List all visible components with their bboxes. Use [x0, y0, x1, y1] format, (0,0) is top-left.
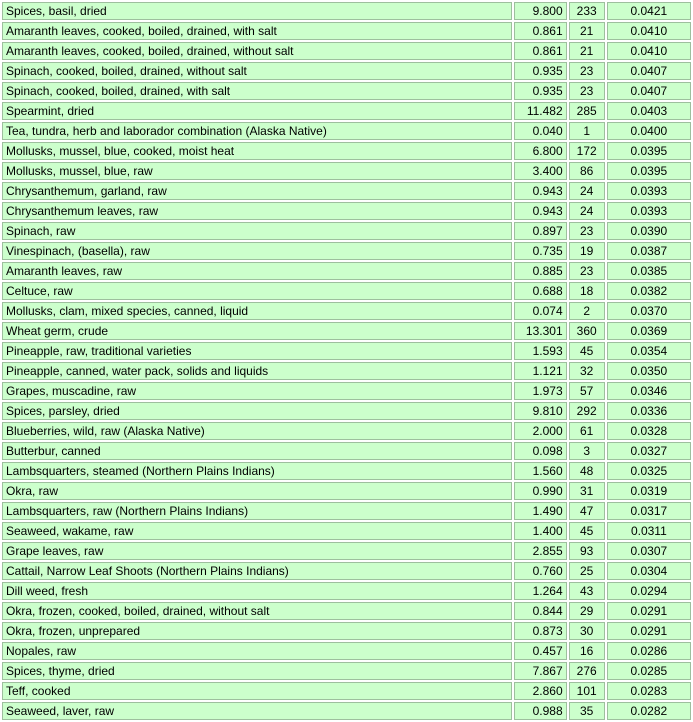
table-row — [2, 202, 691, 220]
calories-cell: 24 — [569, 182, 605, 200]
food-name-cell: Spices, thyme, dried — [2, 662, 512, 680]
food-name-cell: Butterbur, canned — [2, 442, 512, 460]
table-row — [2, 62, 691, 80]
calories-cell: 285 — [569, 102, 605, 120]
calories-cell: 16 — [569, 642, 605, 660]
food-name-cell: Nopales, raw — [2, 642, 512, 660]
ratio-cell: 0.0285 — [607, 662, 691, 680]
calories-cell: 45 — [569, 342, 605, 360]
food-name-cell: Okra, raw — [2, 482, 512, 500]
table-row — [2, 542, 691, 560]
value-cell: 1.560 — [514, 462, 566, 480]
ratio-cell: 0.0390 — [607, 222, 691, 240]
food-name-cell: Wheat germ, crude — [2, 322, 512, 340]
table-row — [2, 42, 691, 60]
calories-cell: 93 — [569, 542, 605, 560]
food-name-cell: Spinach, cooked, boiled, drained, without salt — [2, 62, 512, 80]
ratio-cell: 0.0336 — [607, 402, 691, 420]
value-cell: 13.301 — [514, 322, 566, 340]
value-cell: 1.973 — [514, 382, 566, 400]
value-cell: 0.885 — [514, 262, 566, 280]
value-cell: 2.860 — [514, 682, 566, 700]
table-row — [2, 562, 691, 580]
food-name-cell: Spices, parsley, dried — [2, 402, 512, 420]
table-row — [2, 642, 691, 660]
ratio-cell: 0.0395 — [607, 142, 691, 160]
value-cell: 0.873 — [514, 622, 566, 640]
ratio-cell: 0.0294 — [607, 582, 691, 600]
calories-cell: 18 — [569, 282, 605, 300]
ratio-cell: 0.0400 — [607, 122, 691, 140]
calories-cell: 2 — [569, 302, 605, 320]
calories-cell: 25 — [569, 562, 605, 580]
food-name-cell: Vinespinach, (basella), raw — [2, 242, 512, 260]
ratio-cell: 0.0407 — [607, 62, 691, 80]
table-row — [2, 2, 691, 20]
calories-cell: 86 — [569, 162, 605, 180]
table-row — [2, 682, 691, 700]
calories-cell: 23 — [569, 262, 605, 280]
calories-cell: 61 — [569, 422, 605, 440]
value-cell: 0.688 — [514, 282, 566, 300]
calories-cell: 48 — [569, 462, 605, 480]
calories-cell: 43 — [569, 582, 605, 600]
value-cell: 0.040 — [514, 122, 566, 140]
food-name-cell: Spices, basil, dried — [2, 2, 512, 20]
table-body — [2, 2, 691, 720]
value-cell: 1.264 — [514, 582, 566, 600]
table-row — [2, 182, 691, 200]
value-cell: 0.990 — [514, 482, 566, 500]
value-cell: 1.121 — [514, 362, 566, 380]
value-cell: 0.457 — [514, 642, 566, 660]
food-name-cell: Seaweed, laver, raw — [2, 702, 512, 720]
value-cell: 0.844 — [514, 602, 566, 620]
ratio-cell: 0.0421 — [607, 2, 691, 20]
ratio-cell: 0.0410 — [607, 22, 691, 40]
table-row — [2, 522, 691, 540]
ratio-cell: 0.0327 — [607, 442, 691, 460]
value-cell: 1.400 — [514, 522, 566, 540]
calories-cell: 57 — [569, 382, 605, 400]
food-name-cell: Amaranth leaves, raw — [2, 262, 512, 280]
food-name-cell: Pineapple, raw, traditional varieties — [2, 342, 512, 360]
ratio-cell: 0.0283 — [607, 682, 691, 700]
ratio-cell: 0.0370 — [607, 302, 691, 320]
value-cell: 0.897 — [514, 222, 566, 240]
calories-cell: 19 — [569, 242, 605, 260]
value-cell: 1.490 — [514, 502, 566, 520]
food-name-cell: Mollusks, mussel, blue, cooked, moist heat — [2, 142, 512, 160]
ratio-cell: 0.0311 — [607, 522, 691, 540]
value-cell: 0.074 — [514, 302, 566, 320]
ratio-cell: 0.0350 — [607, 362, 691, 380]
ratio-cell: 0.0410 — [607, 42, 691, 60]
table-row — [2, 362, 691, 380]
table-row — [2, 342, 691, 360]
ratio-cell: 0.0403 — [607, 102, 691, 120]
table-row — [2, 322, 691, 340]
calories-cell: 29 — [569, 602, 605, 620]
food-name-cell: Spinach, cooked, boiled, drained, with salt — [2, 82, 512, 100]
value-cell: 0.760 — [514, 562, 566, 580]
value-cell: 0.935 — [514, 62, 566, 80]
table-row — [2, 582, 691, 600]
ratio-cell: 0.0325 — [607, 462, 691, 480]
food-name-cell: Lambsquarters, steamed (Northern Plains Indians) — [2, 462, 512, 480]
calories-cell: 30 — [569, 622, 605, 640]
value-cell: 2.855 — [514, 542, 566, 560]
table-row — [2, 402, 691, 420]
ratio-cell: 0.0382 — [607, 282, 691, 300]
food-name-cell: Chrysanthemum leaves, raw — [2, 202, 512, 220]
table-row — [2, 502, 691, 520]
value-cell: 0.935 — [514, 82, 566, 100]
table-row — [2, 102, 691, 120]
food-name-cell: Celtuce, raw — [2, 282, 512, 300]
ratio-cell: 0.0291 — [607, 622, 691, 640]
calories-cell: 35 — [569, 702, 605, 720]
ratio-cell: 0.0393 — [607, 202, 691, 220]
value-cell: 11.482 — [514, 102, 566, 120]
food-name-cell: Tea, tundra, herb and laborador combination (Alaska Native) — [2, 122, 512, 140]
food-name-cell: Spearmint, dried — [2, 102, 512, 120]
ratio-cell: 0.0304 — [607, 562, 691, 580]
ratio-cell: 0.0317 — [607, 502, 691, 520]
calories-cell: 21 — [569, 42, 605, 60]
ratio-cell: 0.0319 — [607, 482, 691, 500]
food-name-cell: Dill weed, fresh — [2, 582, 512, 600]
calories-cell: 292 — [569, 402, 605, 420]
table-row — [2, 302, 691, 320]
food-name-cell: Mollusks, clam, mixed species, canned, liquid — [2, 302, 512, 320]
food-name-cell: Spinach, raw — [2, 222, 512, 240]
food-name-cell: Pineapple, canned, water pack, solids and liquids — [2, 362, 512, 380]
value-cell: 7.867 — [514, 662, 566, 680]
calories-cell: 24 — [569, 202, 605, 220]
food-name-cell: Lambsquarters, raw (Northern Plains Indians) — [2, 502, 512, 520]
food-name-cell: Mollusks, mussel, blue, raw — [2, 162, 512, 180]
table-row — [2, 382, 691, 400]
food-name-cell: Okra, frozen, unprepared — [2, 622, 512, 640]
table-row — [2, 82, 691, 100]
table-row — [2, 622, 691, 640]
calories-cell: 47 — [569, 502, 605, 520]
calories-cell: 233 — [569, 2, 605, 20]
calories-cell: 101 — [569, 682, 605, 700]
table-row — [2, 602, 691, 620]
calories-cell: 23 — [569, 222, 605, 240]
calories-cell: 45 — [569, 522, 605, 540]
ratio-cell: 0.0369 — [607, 322, 691, 340]
food-name-cell: Blueberries, wild, raw (Alaska Native) — [2, 422, 512, 440]
food-name-cell: Okra, frozen, cooked, boiled, drained, without salt — [2, 602, 512, 620]
calories-cell: 21 — [569, 22, 605, 40]
value-cell: 2.000 — [514, 422, 566, 440]
value-cell: 9.800 — [514, 2, 566, 20]
value-cell: 0.861 — [514, 42, 566, 60]
calories-cell: 172 — [569, 142, 605, 160]
table-row — [2, 422, 691, 440]
ratio-cell: 0.0346 — [607, 382, 691, 400]
table-row — [2, 142, 691, 160]
ratio-cell: 0.0291 — [607, 602, 691, 620]
calories-cell: 276 — [569, 662, 605, 680]
calories-cell: 32 — [569, 362, 605, 380]
food-name-cell: Amaranth leaves, cooked, boiled, drained, with salt — [2, 22, 512, 40]
value-cell: 0.943 — [514, 182, 566, 200]
table-row — [2, 122, 691, 140]
calories-cell: 3 — [569, 442, 605, 460]
food-name-cell: Cattail, Narrow Leaf Shoots (Northern Plains Indians) — [2, 562, 512, 580]
ratio-cell: 0.0286 — [607, 642, 691, 660]
food-name-cell: Grapes, muscadine, raw — [2, 382, 512, 400]
value-cell: 0.943 — [514, 202, 566, 220]
table-row — [2, 662, 691, 680]
value-cell: 0.735 — [514, 242, 566, 260]
table-row — [2, 482, 691, 500]
value-cell: 9.810 — [514, 402, 566, 420]
food-name-cell: Grape leaves, raw — [2, 542, 512, 560]
ratio-cell: 0.0307 — [607, 542, 691, 560]
calories-cell: 360 — [569, 322, 605, 340]
value-cell: 3.400 — [514, 162, 566, 180]
calories-cell: 1 — [569, 122, 605, 140]
table-row — [2, 242, 691, 260]
table-row — [2, 262, 691, 280]
food-name-cell: Amaranth leaves, cooked, boiled, drained, without salt — [2, 42, 512, 60]
value-cell: 0.988 — [514, 702, 566, 720]
food-name-cell: Teff, cooked — [2, 682, 512, 700]
ratio-cell: 0.0407 — [607, 82, 691, 100]
ratio-cell: 0.0385 — [607, 262, 691, 280]
ratio-cell: 0.0354 — [607, 342, 691, 360]
table-row — [2, 442, 691, 460]
table-row — [2, 462, 691, 480]
value-cell: 0.861 — [514, 22, 566, 40]
calories-cell: 31 — [569, 482, 605, 500]
calories-cell: 23 — [569, 62, 605, 80]
ratio-cell: 0.0282 — [607, 702, 691, 720]
table-row — [2, 222, 691, 240]
table-row — [2, 282, 691, 300]
table-row — [2, 22, 691, 40]
calories-cell: 23 — [569, 82, 605, 100]
ratio-cell: 0.0393 — [607, 182, 691, 200]
value-cell: 1.593 — [514, 342, 566, 360]
value-cell: 0.098 — [514, 442, 566, 460]
table-row — [2, 162, 691, 180]
food-name-cell: Chrysanthemum, garland, raw — [2, 182, 512, 200]
food-name-cell: Seaweed, wakame, raw — [2, 522, 512, 540]
ratio-cell: 0.0387 — [607, 242, 691, 260]
ratio-cell: 0.0328 — [607, 422, 691, 440]
ratio-cell: 0.0395 — [607, 162, 691, 180]
value-cell: 6.800 — [514, 142, 566, 160]
